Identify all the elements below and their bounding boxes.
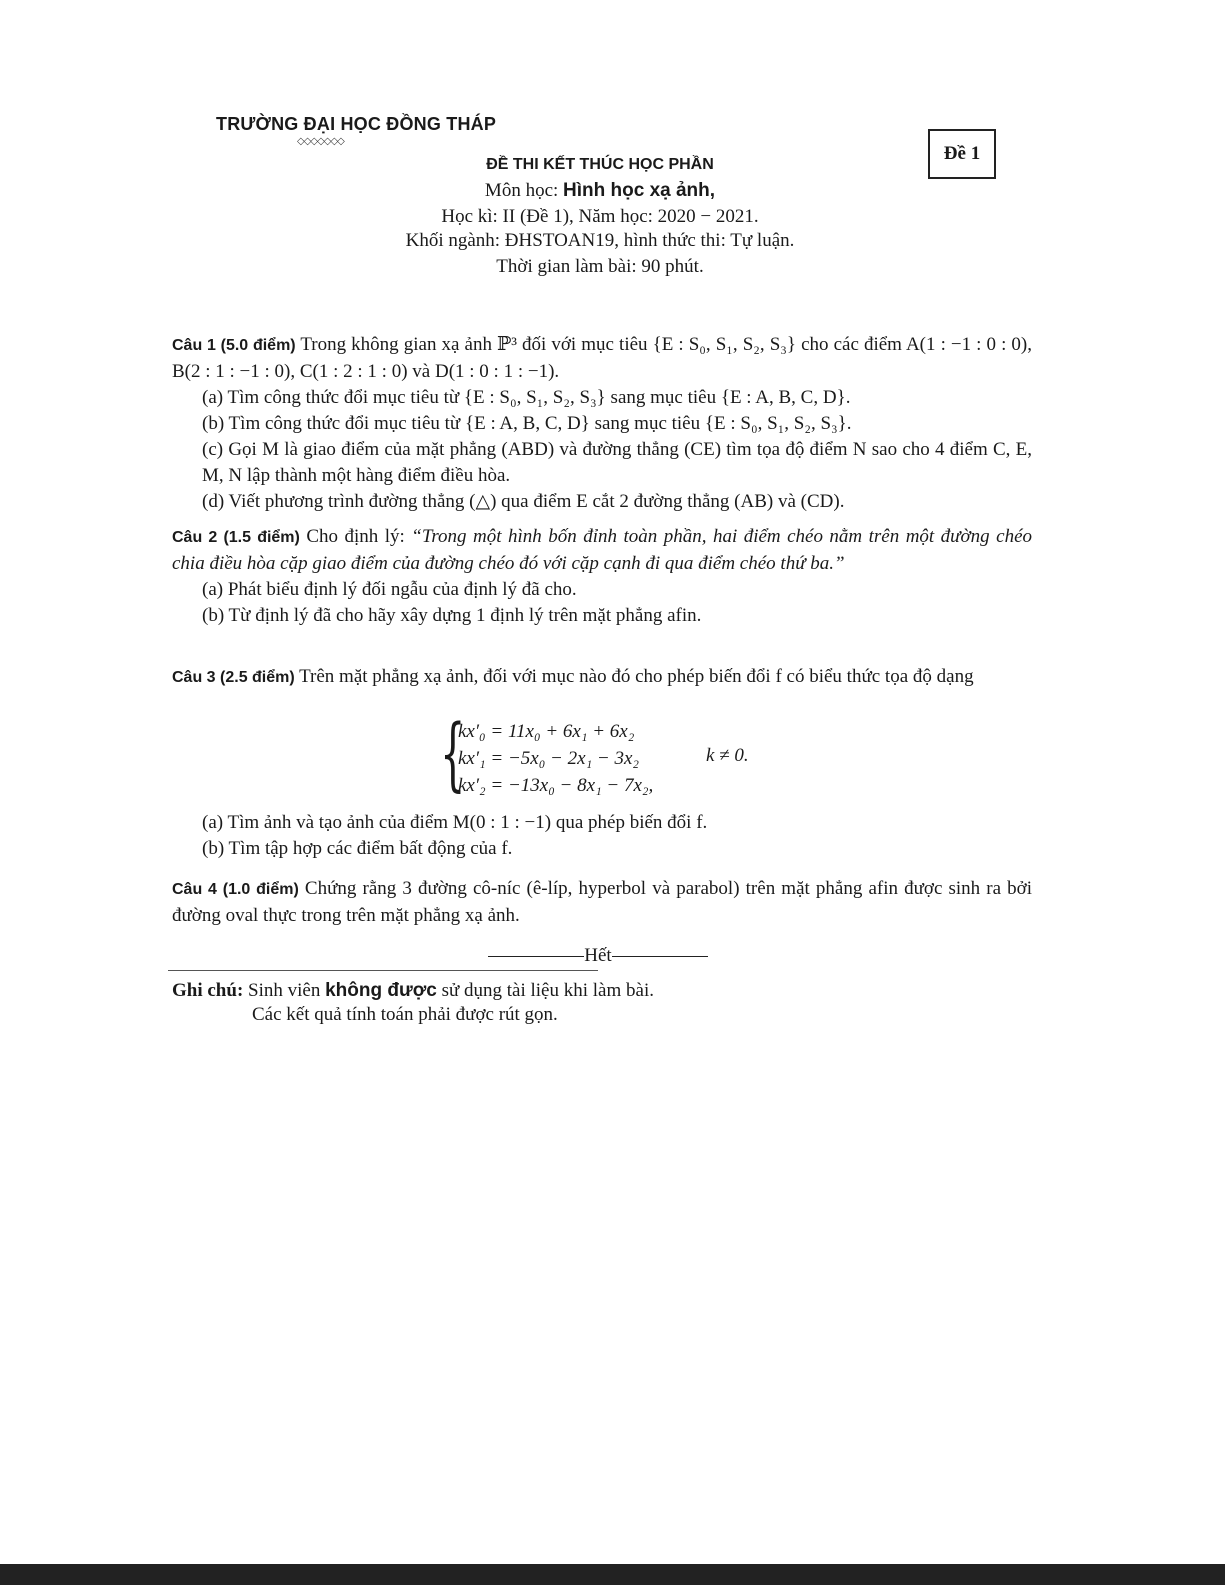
subject-label: Môn học: [484, 180, 564, 201]
equation-3: kx′₂ = −13x₀ − 8x₁ − 7x₂, [458, 775, 654, 796]
end-rule-left [488, 956, 584, 957]
major-line: Khối ngành: ĐHSTOAN19, hình thức thi: Tự luận. [405, 230, 795, 251]
question-3-text: Trên mặt phẳng xạ ảnh, đối với mục nào đó cho phép biến đổi f có biểu thức tọa độ dạng [294, 666, 974, 687]
question-3-label: Câu 3 (2.5 điểm) [172, 669, 295, 686]
question-1-item-c: (c) Gọi M là giao điểm của mặt phẳng (ABD) và đường thẳng (CE) tìm tọa độ điểm N sao cho 4 điểm C, E, M, N lập thành một hàng điểm điều hòa. [202, 439, 1032, 486]
question-1-label: Câu 1 (5.0 điểm) [172, 337, 296, 354]
left-brace-symbol: { [440, 707, 466, 800]
term-line: Học kì: II (Đề 1), Năm học: 2020 − 2021. [441, 206, 759, 227]
question-1 [172, 332, 1032, 515]
exam-title: ĐỀ THI KẾT THÚC HỌC PHẦN [486, 156, 714, 173]
end-text: Hết [584, 945, 612, 966]
equation-condition: k ≠ 0. [706, 745, 749, 766]
question-3-item-b: (b) Tìm tập hợp các điểm bất động của f. [202, 838, 513, 859]
equation-2: kx′₁ = −5x₀ − 2x₁ − 3x₂ [458, 748, 640, 769]
question-2-stem [172, 524, 1032, 577]
end-marker [480, 945, 716, 967]
question-3 [172, 664, 1032, 691]
footer-divider [168, 970, 598, 971]
question-2-theorem: “Trong một hình bốn đỉnh toàn phần, hai điểm chéo nằm trên một đường chéo chia điều hòa cặp giao điểm của đường chéo đó với cặp cạnh đi qua điểm chéo thứ ba.” [172, 526, 1033, 574]
question-1-item-d: (d) Viết phương trình đường thẳng (△) qua điểm E cắt 2 đường thẳng (AB) và (CD). [202, 491, 845, 512]
question-4-stem [172, 876, 1032, 929]
question-3-items [172, 810, 1032, 862]
question-2-prefix: Cho định lý: [299, 526, 412, 547]
subject-line [300, 180, 900, 202]
question-1-text: Trong không gian xạ ảnh ℙ³ đối với mục tiêu {E : S₀, S₁, S₂, S₃} cho các điểm A(1 : −1 : 0 : 0), B(2 : 1 : −1 : 0), C(1 : 2 : 1 : 0) và D(1 : 0 : 1 : −1). [172, 334, 1033, 382]
subject-name: Hình học xạ ảnh, [563, 180, 716, 201]
ornament-decoration: ◇◇◇◇◇◇◇ [297, 136, 344, 147]
question-2-item-b: (b) Từ định lý đã cho hãy xây dựng 1 định lý trên mặt phẳng afin. [202, 605, 702, 626]
question-1-item-b: (b) Tìm công thức đổi mục tiêu từ {E : A, B, C, D} sang mục tiêu {E : S₀, S₁, S₂, S₃}. [202, 413, 852, 434]
note-line [172, 978, 1032, 1004]
question-4-label: Câu 4 (1.0 điểm) [172, 881, 299, 898]
equation-1: kx′₀ = 11x₀ + 6x₁ + 6x₂ [458, 721, 635, 742]
note-pre: Sinh viên [243, 980, 326, 1001]
note-line-2: Các kết quả tính toán phải được rút gọn. [252, 1004, 558, 1025]
end-rule-right [612, 956, 708, 957]
question-4 [172, 876, 1032, 929]
time-line: Thời gian làm bài: 90 phút. [496, 256, 704, 277]
question-3-item-a: (a) Tìm ảnh và tạo ảnh của điểm M(0 : 1 : −1) qua phép biến đổi f. [202, 812, 708, 833]
question-2 [172, 524, 1032, 629]
question-1-stem [172, 332, 1032, 385]
question-4-text: Chứng rằng 3 đường cô-níc (ê-líp, hyperbol và parabol) trên mặt phẳng afin được sinh ra bởi đường oval thực trong trên mặt phẳng xạ ảnh. [172, 878, 1032, 926]
note-label: Ghi chú: [172, 980, 244, 1001]
equation-system [440, 707, 840, 800]
question-2-label: Câu 2 (1.5 điểm) [172, 529, 300, 546]
note-emphasis: không được [325, 980, 437, 1001]
question-1-item-a: (a) Tìm công thức đổi mục tiêu từ {E : S₀, S₁, S₂, S₃} sang mục tiêu {E : A, B, C, D}. [202, 387, 851, 408]
exam-code-box: Đề 1 [928, 129, 996, 179]
school-name: TRƯỜNG ĐẠI HỌC ĐỒNG THÁP [216, 114, 497, 134]
question-3-stem [172, 664, 1032, 691]
scan-bottom-border [0, 1564, 1225, 1585]
note-post: sử dụng tài liệu khi làm bài. [436, 980, 654, 1001]
question-2-item-a: (a) Phát biểu định lý đối ngẫu của định lý đã cho. [202, 579, 577, 600]
